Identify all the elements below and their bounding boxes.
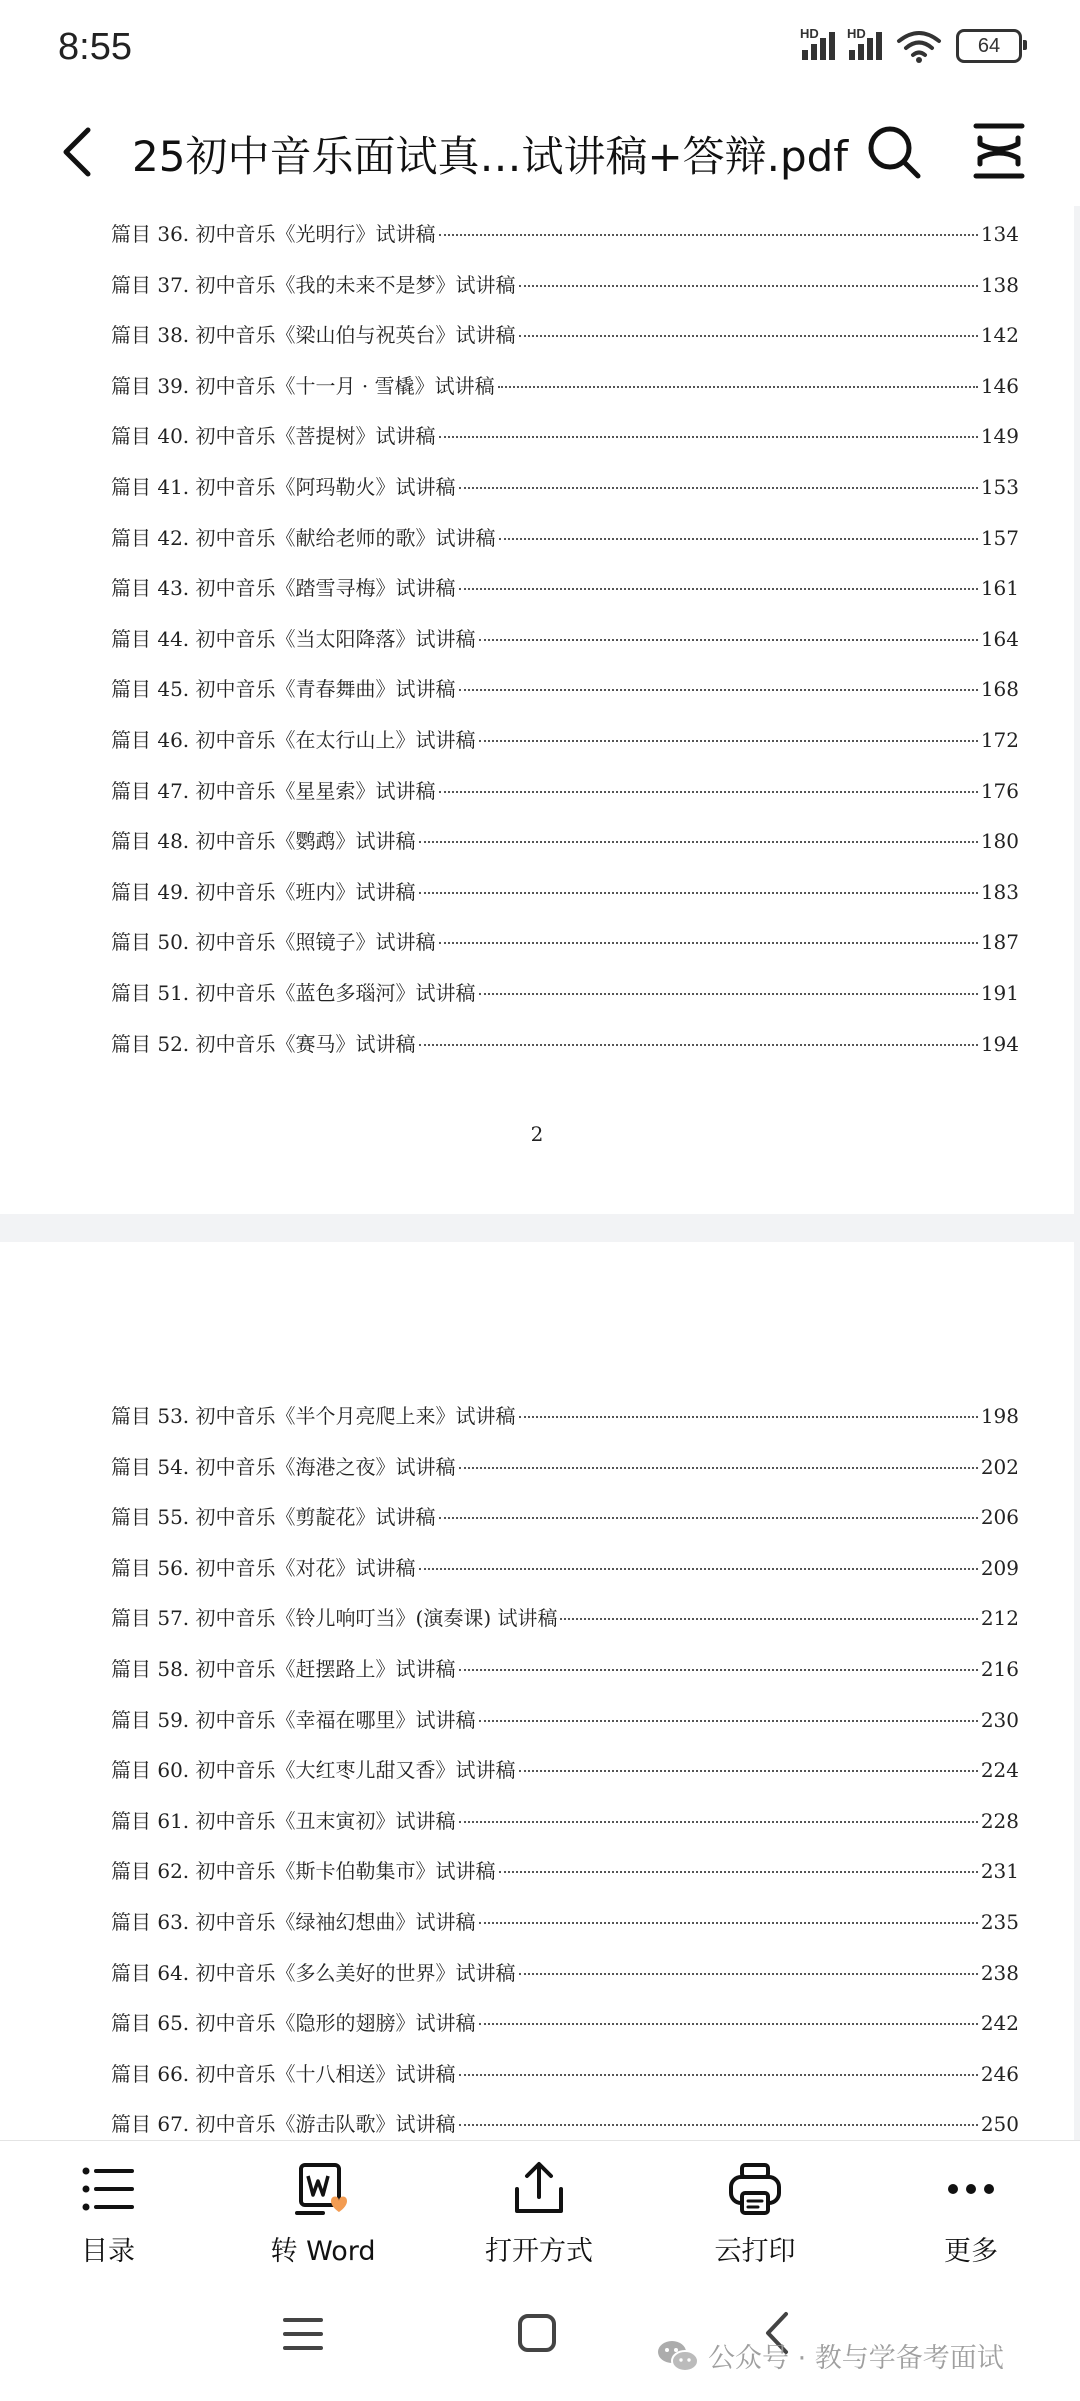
toc-entry[interactable] <box>111 1451 1019 1485</box>
toc-entry-label: 篇目 63. 初中音乐《绿袖幻想曲》试讲稿 <box>111 1910 476 1934</box>
toc-entry-page: 198 <box>980 1404 1019 1428</box>
toc-entry-page: 235 <box>980 1910 1019 1934</box>
toc-entry-label: 篇目 56. 初中音乐《对花》试讲稿 <box>111 1555 416 1580</box>
toc-leader-dots <box>459 2074 978 2076</box>
toc-entry-page: 138 <box>980 272 1019 297</box>
pdf-page[interactable] <box>0 206 1074 1214</box>
toc-entry-label: 篇目 38. 初中音乐《梁山伯与祝英台》试讲稿 <box>111 323 516 348</box>
toc-leader-dots <box>479 1720 978 1722</box>
toc-leader-dots <box>499 538 978 540</box>
toc-leader-dots <box>519 335 978 337</box>
bottom-toolbar <box>0 2140 1080 2271</box>
toc-entry-page: 168 <box>980 677 1019 702</box>
toc-leader-dots <box>479 1922 978 1924</box>
toc-leader-dots <box>479 2023 978 2025</box>
toc-entry-page: 209 <box>980 1555 1019 1580</box>
battery-icon <box>956 29 1022 63</box>
convert-word-icon <box>293 2159 353 2219</box>
toc-entry-page: 161 <box>980 576 1019 601</box>
convert-word-label: 转 Word <box>270 2236 376 2267</box>
toc-entry-label: 篇目 66. 初中音乐《十八相送》试讲稿 <box>111 2061 456 2086</box>
printer-icon <box>725 2159 785 2219</box>
status-bar <box>0 0 1080 100</box>
header <box>0 100 1080 206</box>
more-icon <box>941 2159 1001 2219</box>
toc-entry-page: 216 <box>980 1657 1019 1681</box>
toc-entry-label: 篇目 52. 初中音乐《赛马》试讲稿 <box>111 1031 416 1056</box>
more-button[interactable] <box>881 2159 1061 2269</box>
toc-leader-dots <box>459 689 978 691</box>
toc-leader-dots <box>519 1770 978 1772</box>
toc-entry[interactable] <box>111 572 1019 606</box>
toc-leader-dots <box>519 1416 978 1418</box>
toc-entry[interactable] <box>111 876 1019 910</box>
toc-entry-page: 238 <box>980 1960 1019 1985</box>
toc-leader-dots <box>439 234 978 236</box>
cloud-print-button[interactable] <box>665 2159 845 2269</box>
toc-entry-page: 134 <box>980 222 1019 246</box>
toc-entry-page: 231 <box>980 1859 1019 1884</box>
toc-entry-page: 164 <box>980 626 1019 651</box>
toc-entry-label: 篇目 50. 初中音乐《照镜子》试讲稿 <box>111 930 436 955</box>
toc-entry-page: 246 <box>980 2061 1019 2086</box>
toc-entry-page: 224 <box>980 1758 1019 1783</box>
toc-entry-label: 篇目 62. 初中音乐《斯卡伯勒集市》试讲稿 <box>111 1859 496 1884</box>
toc-entry-label: 篇目 65. 初中音乐《隐形的翅膀》试讲稿 <box>111 2011 476 2036</box>
convert-word-button[interactable] <box>233 2159 413 2269</box>
toc-entry-page: 180 <box>980 829 1019 854</box>
toc-entry-page: 176 <box>980 778 1019 803</box>
toc-entry-label: 篇目 37. 初中音乐《我的未来不是梦》试讲稿 <box>111 272 516 297</box>
toc-leader-dots <box>459 1821 978 1823</box>
toc-leader-dots <box>498 386 978 388</box>
toc-leader-dots <box>459 588 978 590</box>
toc-leader-dots <box>479 740 978 742</box>
toc-leader-dots <box>459 1467 978 1469</box>
toc-entry[interactable] <box>111 1501 1019 1535</box>
toc-entry-page: 149 <box>980 424 1019 449</box>
toc-entry[interactable] <box>111 269 1019 303</box>
pdf-page[interactable] <box>0 1242 1074 2140</box>
open-with-button[interactable] <box>449 2159 629 2269</box>
toc-entry-page: 153 <box>980 475 1019 499</box>
toc-leader-dots <box>519 1973 978 1975</box>
toc-entry[interactable] <box>111 825 1019 859</box>
toc-entry-page: 157 <box>980 525 1019 550</box>
toc-entry[interactable] <box>111 420 1019 454</box>
toc-leader-dots <box>419 841 978 843</box>
toc-entry[interactable] <box>111 1855 1019 1889</box>
page-layout-icon[interactable] <box>972 122 1026 180</box>
signal-icon-2 <box>847 26 882 60</box>
more-label: 更多 <box>944 2236 998 2267</box>
home-icon[interactable] <box>516 2312 558 2354</box>
toc-entry[interactable] <box>111 926 1019 960</box>
toc-leader-dots <box>439 1517 978 1519</box>
toc-entry[interactable] <box>111 623 1019 657</box>
system-nav-bar <box>0 2270 1080 2401</box>
status-icons <box>802 28 1022 64</box>
toc-entry[interactable] <box>111 522 1019 556</box>
toc-entry-label: 篇目 67. 初中音乐《游击队歌》试讲稿 <box>111 2112 456 2137</box>
toc-leader-dots <box>459 1669 978 1671</box>
toc-entry-page: 202 <box>980 1454 1019 1479</box>
toc-entry[interactable] <box>111 471 1019 505</box>
toc-leader-dots <box>419 1568 978 1570</box>
toc-entry[interactable] <box>111 1653 1019 1687</box>
toc-leader-dots <box>439 436 978 438</box>
toc-entry-label: 篇目 53. 初中音乐《半个月亮爬上来》试讲稿 <box>111 1404 516 1428</box>
toc-button-label: 目录 <box>81 2236 135 2267</box>
toc-entry-label: 篇目 42. 初中音乐《献给老师的歌》试讲稿 <box>111 525 496 550</box>
toc-entry-label: 篇目 60. 初中音乐《大红枣儿甜又香》试讲稿 <box>111 1758 516 1783</box>
wifi-icon <box>896 28 942 64</box>
toc-entry-label: 篇目 39. 初中音乐《十一月 · 雪橇》试讲稿 <box>111 373 495 398</box>
toc-entry-label: 篇目 48. 初中音乐《鹦鹉》试讲稿 <box>111 829 416 854</box>
document-viewer[interactable] <box>0 206 1080 2140</box>
toc-leader-dots <box>439 942 978 944</box>
toc-entry-label: 篇目 57. 初中音乐《铃儿响叮当》(演奏课) 试讲稿 <box>111 1606 558 1631</box>
toc-entry-label: 篇目 59. 初中音乐《幸福在哪里》试讲稿 <box>111 1707 476 1732</box>
toc-entry[interactable] <box>111 2007 1019 2041</box>
toc-entry-label: 篇目 43. 初中音乐《踏雪寻梅》试讲稿 <box>111 576 456 601</box>
toc-leader-dots <box>459 487 978 489</box>
toc-leader-dots <box>479 993 978 995</box>
toc-entry-label: 篇目 64. 初中音乐《多么美好的世界》试讲稿 <box>111 1960 516 1985</box>
toc-leader-dots <box>459 2124 978 2126</box>
toc-entry[interactable] <box>111 1552 1019 1586</box>
toc-entry[interactable] <box>111 319 1019 353</box>
toc-leader-dots <box>499 1871 978 1873</box>
toc-leader-dots <box>419 892 978 894</box>
toc-entry-page: 183 <box>980 879 1019 904</box>
toc-entry-label: 篇目 47. 初中音乐《星星索》试讲稿 <box>111 778 436 803</box>
toc-entry-label: 篇目 36. 初中音乐《光明行》试讲稿 <box>111 222 436 246</box>
toc-entry[interactable] <box>111 775 1019 809</box>
toc-entry-page: 230 <box>980 1707 1019 1732</box>
cloud-print-label: 云打印 <box>714 2236 796 2267</box>
toc-entry[interactable] <box>111 2058 1019 2092</box>
toc-entry[interactable] <box>111 370 1019 404</box>
toc-entry-page: 212 <box>980 1606 1019 1631</box>
page-number: 2 <box>530 1122 544 1146</box>
toc-entry-label: 篇目 41. 初中音乐《阿玛勒火》试讲稿 <box>111 475 456 499</box>
toc-leader-dots <box>560 1618 977 1620</box>
toc-leader-dots <box>439 791 978 793</box>
signal-hd-label-2: HD <box>847 26 866 41</box>
toc-entry[interactable] <box>111 1704 1019 1738</box>
toc-entry[interactable] <box>111 673 1019 707</box>
toc-entry-page: 228 <box>980 1808 1019 1833</box>
signal-hd-label: HD <box>800 26 819 41</box>
toc-entry-label: 篇目 55. 初中音乐《剪靛花》试讲稿 <box>111 1505 436 1530</box>
toc-entry-page: 172 <box>980 728 1019 752</box>
toc-entry-page: 191 <box>980 981 1019 1005</box>
wechat-icon <box>656 2338 700 2374</box>
share-icon <box>509 2159 569 2219</box>
watermark <box>656 2336 1004 2375</box>
toc-entry-page: 146 <box>980 373 1019 398</box>
document-title: 25初中音乐面试真…试讲稿+答辩.pdf <box>132 132 849 181</box>
toc-entry[interactable] <box>111 1957 1019 1991</box>
toc-entry-label: 篇目 49. 初中音乐《班内》试讲稿 <box>111 879 416 904</box>
toc-entry-label: 篇目 40. 初中音乐《菩提树》试讲稿 <box>111 424 436 449</box>
toc-entry-label: 篇目 44. 初中音乐《当太阳降落》试讲稿 <box>111 626 476 651</box>
toc-entry-label: 篇目 46. 初中音乐《在太行山上》试讲稿 <box>111 728 476 752</box>
toc-entry[interactable] <box>111 724 1019 758</box>
toc-leader-dots <box>419 1044 978 1046</box>
toc-entry[interactable] <box>111 1754 1019 1788</box>
toc-entry-page: 242 <box>980 2011 1019 2036</box>
toc-entry-label: 篇目 61. 初中音乐《丑末寅初》试讲稿 <box>111 1808 456 1833</box>
toc-leader-dots <box>479 639 978 641</box>
status-time: 8:55 <box>58 26 132 68</box>
watermark-text: 公众号 · 教与学备考面试 <box>708 2343 1004 2374</box>
toc-entry-page: 250 <box>980 2112 1019 2137</box>
toc-entry-page: 194 <box>980 1031 1019 1056</box>
toc-entry-label: 篇目 51. 初中音乐《蓝色多瑙河》试讲稿 <box>111 981 476 1005</box>
toc-entry-page: 142 <box>980 323 1019 348</box>
battery-level: 64 <box>977 34 1001 57</box>
recent-apps-icon[interactable] <box>282 2314 324 2354</box>
toc-entry[interactable] <box>111 2108 1019 2140</box>
toc-leader-dots <box>519 285 978 287</box>
toc-entry[interactable] <box>111 218 1019 252</box>
toc-entry[interactable] <box>111 1602 1019 1636</box>
signal-icon <box>800 26 835 60</box>
toc-entry-page: 206 <box>980 1505 1019 1530</box>
toc-entry-label: 篇目 58. 初中音乐《赶摆路上》试讲稿 <box>111 1657 456 1681</box>
list-icon <box>78 2159 138 2219</box>
toc-button[interactable] <box>18 2159 198 2269</box>
open-with-label: 打开方式 <box>485 2236 593 2267</box>
toc-entry[interactable] <box>111 1400 1019 1434</box>
toc-entry[interactable] <box>111 1028 1019 1062</box>
toc-entry-page: 187 <box>980 930 1019 955</box>
toc-entry-label: 篇目 54. 初中音乐《海港之夜》试讲稿 <box>111 1454 456 1479</box>
toc-entry[interactable] <box>111 977 1019 1011</box>
toc-entry-label: 篇目 45. 初中音乐《青春舞曲》试讲稿 <box>111 677 456 702</box>
toc-entry[interactable] <box>111 1906 1019 1940</box>
search-icon[interactable] <box>866 124 922 180</box>
back-arrow-icon[interactable] <box>52 124 108 180</box>
toc-entry[interactable] <box>111 1805 1019 1839</box>
